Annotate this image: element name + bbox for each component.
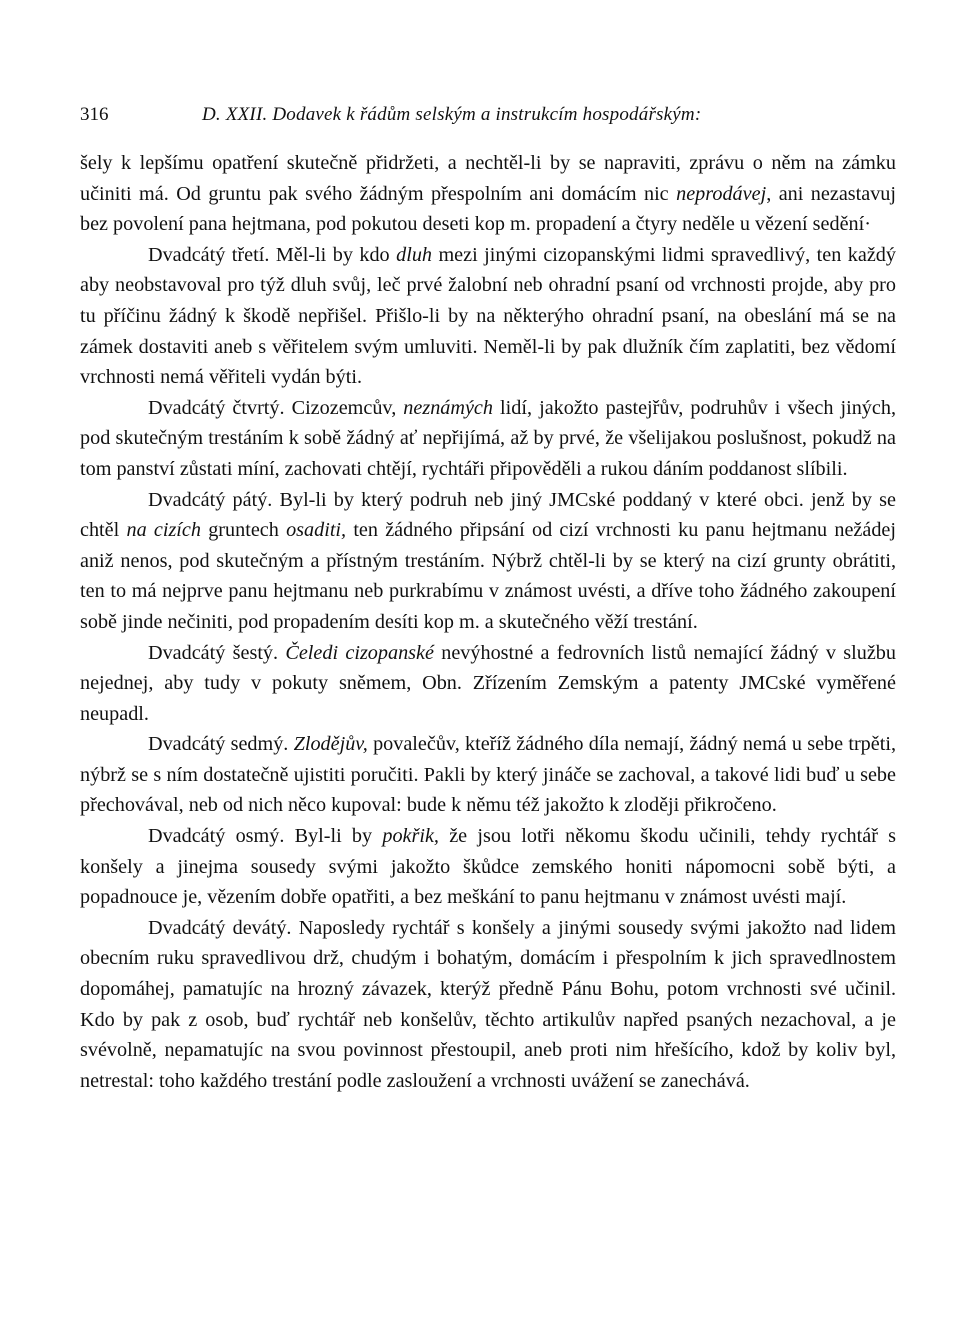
paragraph xyxy=(80,913,896,1097)
text-run: nevýhostné a fedrovních listů nemající žádný v službu nejednej, aby tudy v pokuty sněmem, Obn. Zřízením Zemským a patenty JMCské vyměřené neupadl. xyxy=(80,641,896,725)
text-run: Dvadcátý sedmý. xyxy=(148,733,294,756)
page-number: 316 xyxy=(80,104,109,125)
running-title: D. XXII. Dodavek k řádům selským a instrukcím hospodářským: xyxy=(202,104,702,125)
emphasized-text: Zlodějův, xyxy=(293,733,368,756)
text-run: že jsou lotři někomu škodu učinili, tehdy rychtář s konšely a jinejma sousedy svými jakožto škůdce zemského honiti nápomocni sobě býti, a popadnouce je, vězením dobře opatřiti, a bez meškání to panu hejtmanu v známost uvésti mají. xyxy=(80,825,897,909)
emphasized-text: neznámých xyxy=(403,396,493,419)
body-text xyxy=(80,148,896,1096)
text-run: šely k lepšímu opatření skutečně přidržeti, a nechtěl-li by se napraviti, zprávu o něm na zámku učiniti má. Od gruntu pak svého žádným přespolním ani domácím nic xyxy=(80,152,896,205)
paragraph xyxy=(80,393,896,485)
text-run: Dvadcátý čtvrtý. Cizozemcův, xyxy=(148,396,404,419)
emphasized-text: na cizích xyxy=(126,519,201,542)
text-run: Dvadcátý devátý. Naposledy rychtář s konšely a jinými sousedy svými jakožto nad lidem obecním ruku spravedlivou drž, chudým i bohatým, domácím i přespolním k jich spravedlnostem dopomáhej, pamatujíc na hrozný závazek, kterýž předně Pánu Bohu, potom vrchnosti své učinil. Kdo by pak z osob, buď rychtář neb konšelův, těchto artikulův napřed psaných nezachoval, a je svévolně, nepamatujíc na svou povinnost přestoupil, aneb proti nim hřešícího, kdož by koliv byl, netrestal: toho každého trestání podle zasloužení a vrchnosti uvážení se zanechává. xyxy=(80,916,896,1092)
paragraph xyxy=(80,240,896,393)
text-run: , ani nezastavuj bez povolení pana hejtmana, pod pokutou deseti kop m. propadení a čtyry neděle u vězení sedění· xyxy=(80,182,897,236)
paragraph xyxy=(80,485,896,638)
emphasized-text: Čeledi cizopanské xyxy=(285,641,434,664)
page-header xyxy=(80,96,896,126)
text-run: Dvadcátý šestý. xyxy=(148,641,286,664)
emphasized-text: pokřik, xyxy=(382,825,439,848)
document-page xyxy=(80,96,896,1096)
paragraph xyxy=(80,148,896,240)
paragraph xyxy=(80,638,896,730)
text-run: mezi jinými cizopanskými lidmi spravedlivý, ten každý aby neobstavoval pro týž dluh svůj, leč prvé žalobní neb ohradní psaní od vrchnosti projde, aby pro tu příčinu žádný k škodě nepřišel. Přišlo-li by na některýho ohradní psaní, na obeslání má se na zámek dostaviti aneb s věřitelem svým umluviti. Neměl-li by pak dlužník čím zaplatiti, bez vědomí vrchnosti nemá věřiteli vydán býti. xyxy=(80,243,896,389)
text-run: Dvadcátý třetí. Měl-li by kdo xyxy=(148,243,397,266)
emphasized-text: osaditi, xyxy=(286,519,347,542)
emphasized-text: neprodávej xyxy=(676,182,767,205)
text-run: ten žádného připsání od cizí vrchnosti ku panu hejtmanu nežádej aniž nenos, pod skutečným a přístným trestáním. Nýbrž chtěl-li by se který na cizí grunty obrátiti, ten to má nejprve panu hejtmanu neb purkrabímu v známost uvésti, a dříve toho žádného zakoupení sobě jinde nečiniti, pod propadením desíti kop m. a skutečného věží trestání. xyxy=(80,519,896,633)
text-run: Dvadcátý osmý. Byl-li by xyxy=(148,825,383,848)
text-run: povalečův, kteříž žádného díla nemají, žádný nemá u sebe trpěti, nýbrž se s ním dostatečně ujistiti poručiti. Pakli by který jináče se zachoval, a takové lidi buď u sebe přechovával, neb od nich něco kupoval: bude k němu též jakožto k zloději přikročeno. xyxy=(80,733,896,817)
emphasized-text: dluh xyxy=(396,243,433,266)
text-run: lidí, jakožto pastejřův, podruhův i všech jiných, pod skutečným trestáním k sobě žádný ať nepřijímá, až by prvé, že všelijakou poslušnost, pokudž na tom panství zůstati míní, zachovati chtějí, rychtáři připověděli a rukou dáním poddanost slíbili. xyxy=(80,396,896,480)
paragraph xyxy=(80,821,896,913)
paragraph xyxy=(80,729,896,821)
text-run: Dvadcátý pátý. Byl-li by který podruh neb jiný JMCské poddaný v které obci. jenž by se chtěl xyxy=(80,488,896,542)
text-run: gruntech xyxy=(200,519,287,542)
